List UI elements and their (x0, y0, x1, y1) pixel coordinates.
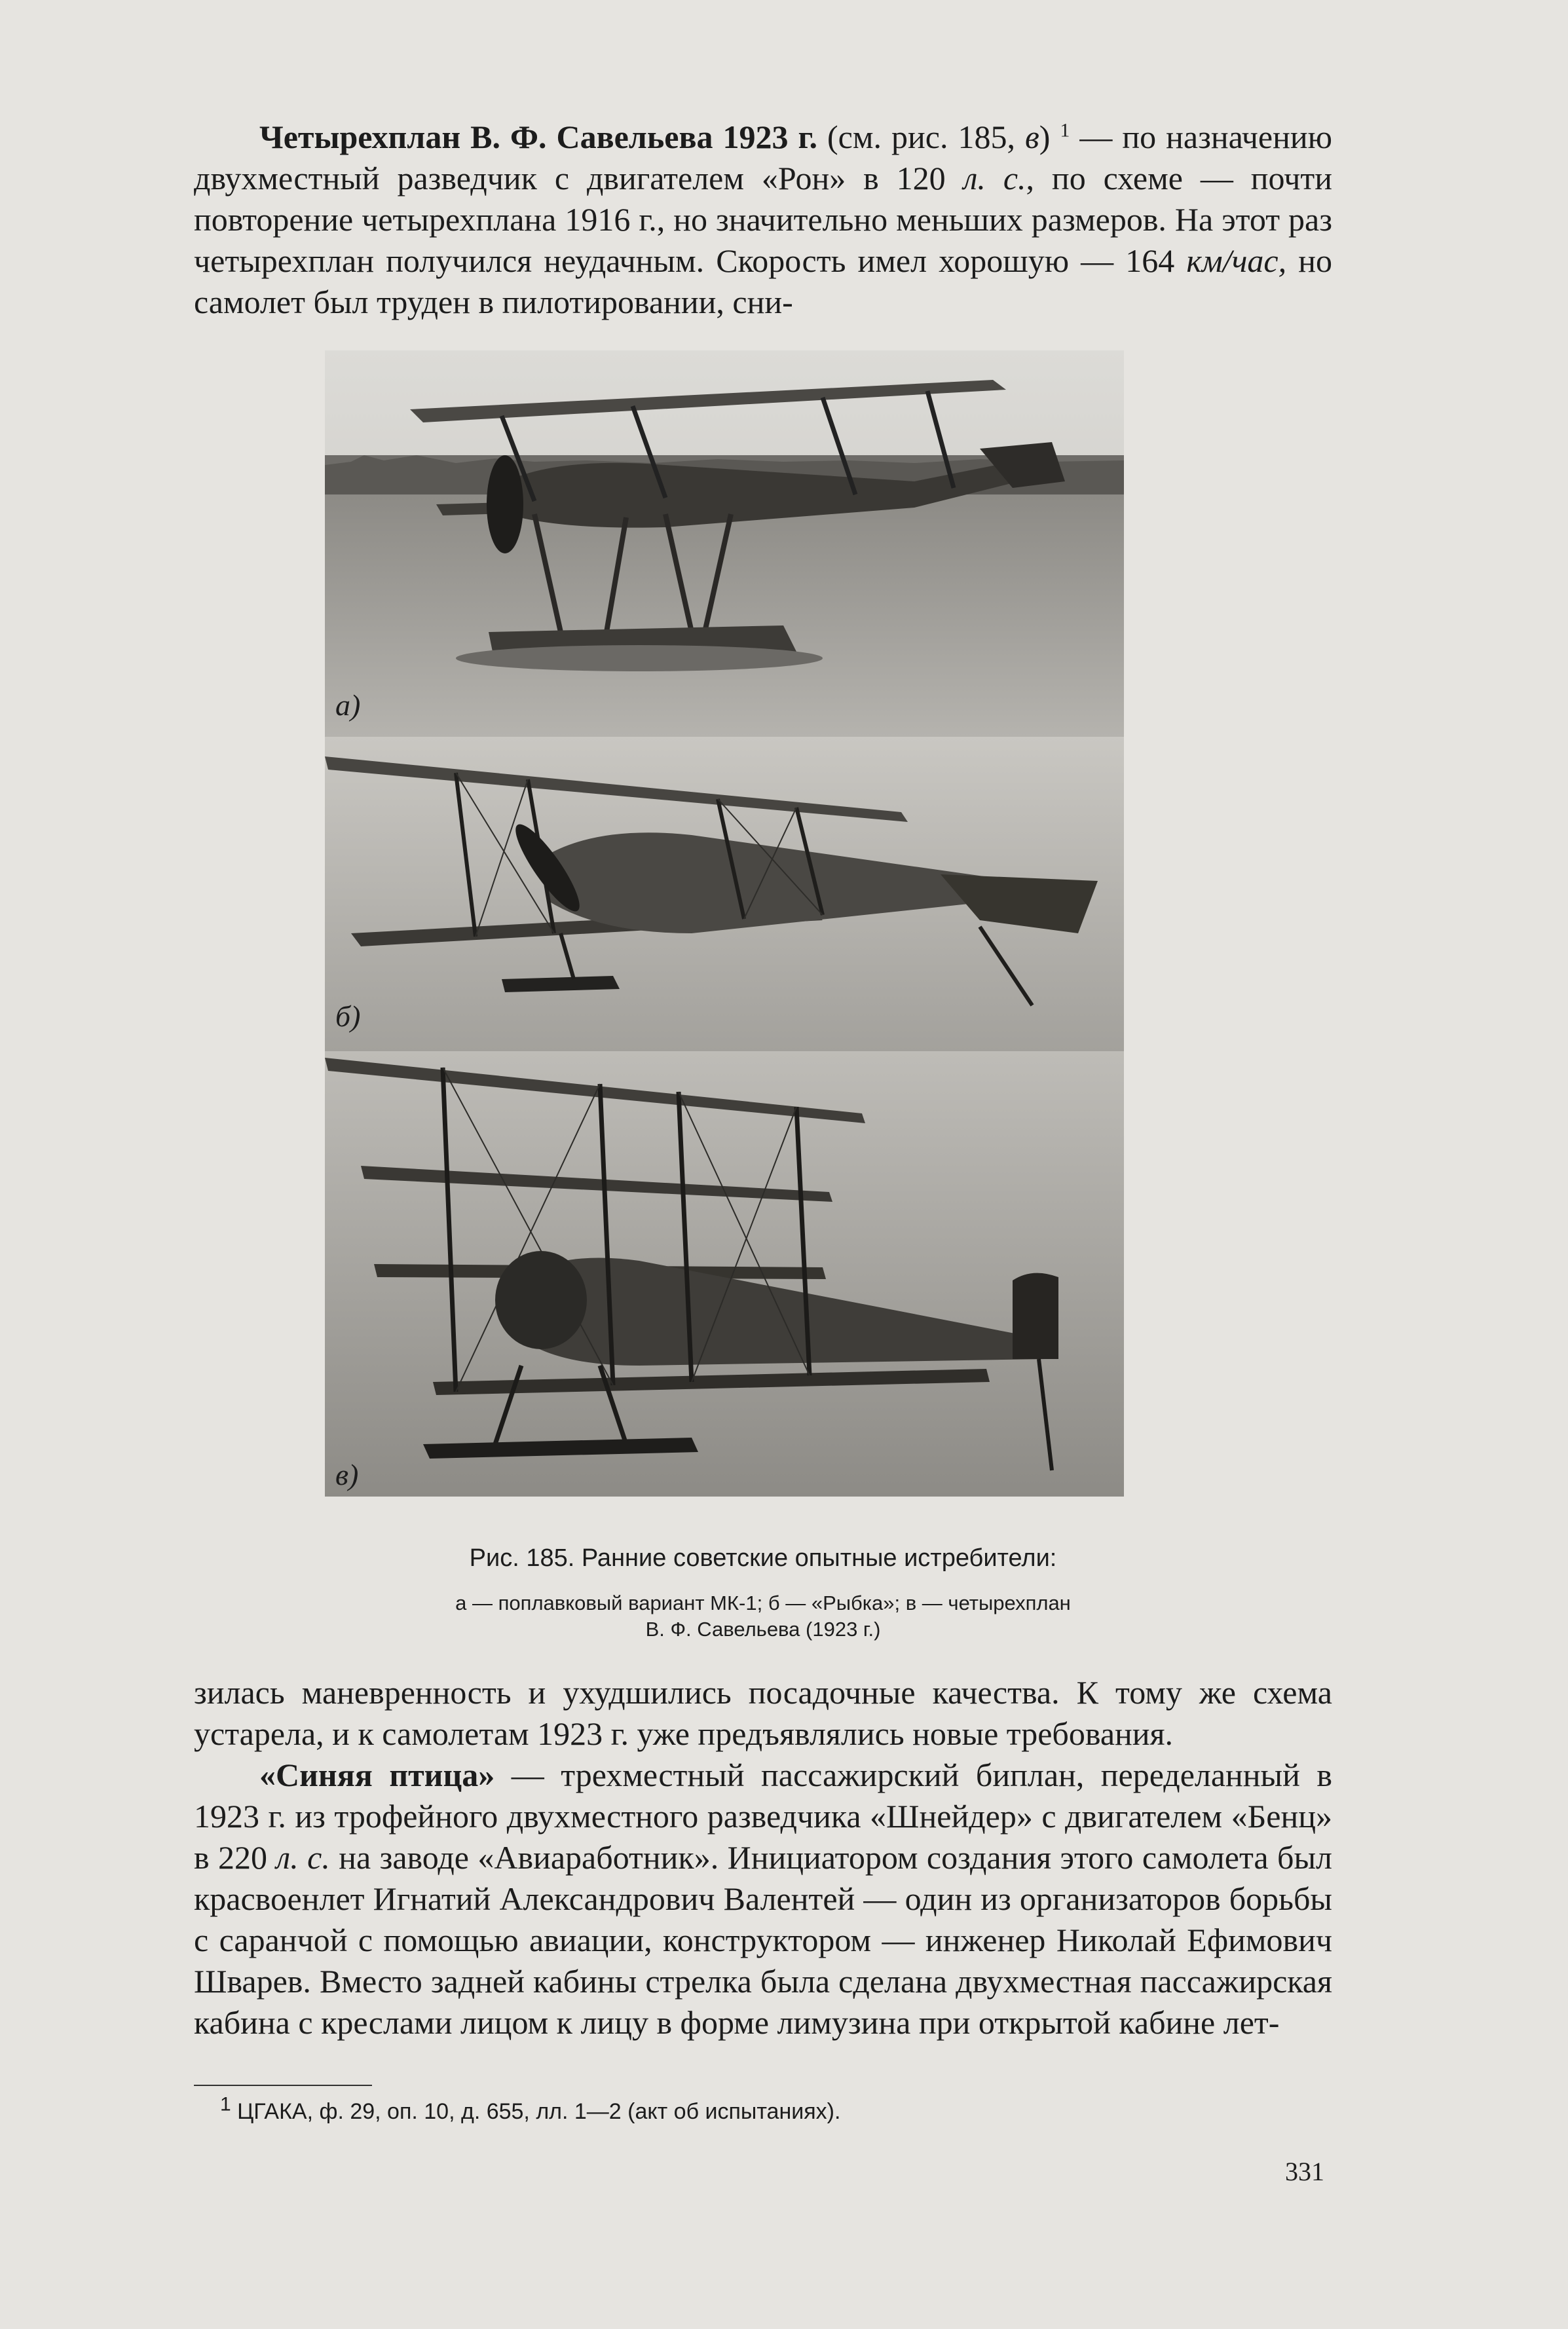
paragraph-blue-bird: «Синяя птица» — трехместный пассажирский биплан, переделанный в 1923 г. из трофейного двухместного разведчика «Шнейдер» с двигателем «Бенц» в 220 л. с. на заводе «Авиаработник». Инициатором создания этого самолета был красвоенлет Игнатий Александрович Валентей — один из организаторов борьбы с саранчой с помощью авиации, конструктором — инженер Николай Ефимович Шварев. Вместо задней кабины стрелка была сделана двухместная пассажирская кабина с креслами лицом к лицу в форме лимузина при открытой кабине лет- (194, 1757, 1332, 2041)
photo-label-c: в) (335, 1458, 359, 1491)
heading-blue-bird: «Синяя птица» (259, 1757, 495, 1793)
photo-label-b: б) (335, 999, 361, 1033)
footnote-mark: 1 (1060, 119, 1070, 141)
footnote (220, 2093, 1334, 2125)
photo-savelyev-quadruplane (325, 1051, 1124, 1497)
footnote-text: ЦГАКА, ф. 29, оп. 10, д. 655, лл. 1—2 (акт об испытаниях). (231, 2099, 841, 2124)
photo-rybka (325, 737, 1124, 1051)
paragraph-quadruplane: Четырехплан В. Ф. Савельева 1923 г. (см. рис. 185, в) $^1$ — по назначению двухместный разведчик с двигателем «Рон» в 120 л. с., по схеме — почти повторение четырехплана 1916 г., но значительно меньших размеров. На этот раз четырехплан получился неудачным. Скорость имел хорошую — 164 км/час, но самолет был труден в пилотировании, сни- (194, 119, 1332, 320)
footnote-divider (194, 2085, 372, 2086)
footnote-number: 1 (220, 2093, 231, 2115)
page-number: 331 (1285, 2157, 1324, 2186)
heading-quadruplane: Четырехплан В. Ф. Савельева 1923 г. (259, 119, 818, 155)
body-text-bottom (194, 1672, 1332, 2043)
paragraph-continuation: зилась маневренность и ухудшились посадочные качества. К тому же схема устарела, и к самолетам 1923 г. уже предъявлялись новые требования. (194, 1674, 1332, 1752)
caption-line-1: а — поплавковый вариант МК-1; б — «Рыбка»; в — четырехплан (455, 1592, 1071, 1614)
caption-line-2: В. Ф. Савельева (1923 г.) (645, 1618, 881, 1641)
figure-caption-detail (194, 1590, 1332, 1643)
figure-caption-title: Рис. 185. Ранние советские опытные истребители: (469, 1544, 1057, 1572)
photo-seaplane-mk1 (325, 350, 1124, 737)
photo-label-a: а) (335, 688, 361, 722)
